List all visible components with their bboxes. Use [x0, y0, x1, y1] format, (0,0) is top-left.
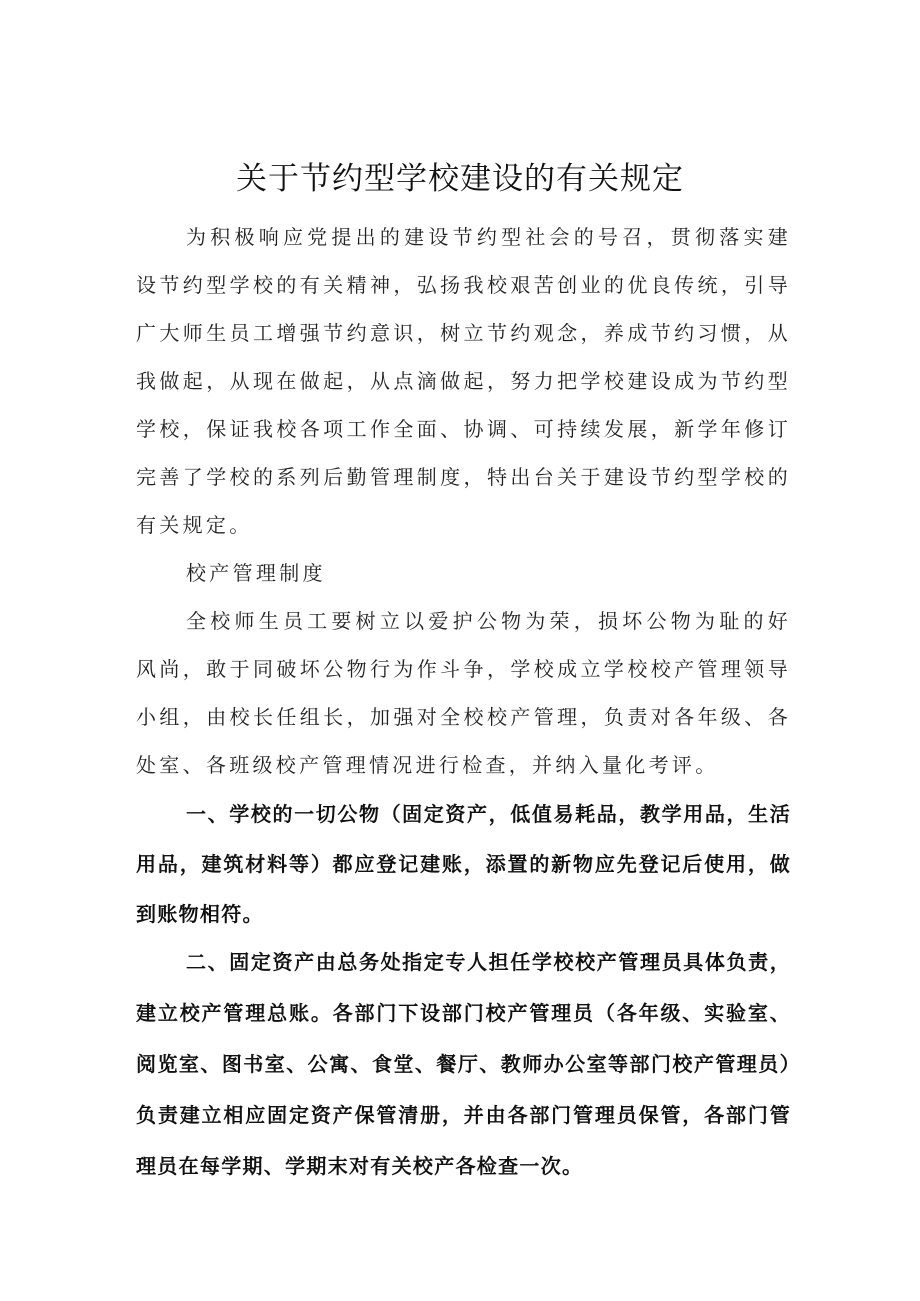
document-title: 关于节约型学校建设的有关规定 — [236, 160, 684, 197]
intro-paragraph: 为积极响应党提出的建设节约型社会的号召，贯彻落实建设节约型学校的有关精神，弘扬我校艰苦创业的优良传统，引导广大师生员工增强节约意识，树立节约观念，养成节约习惯，从我做起，从现在做起，从点滴做起，努力把学校建设成为节约型学校，保证我校各项工作全面、协调、可持续发展，新学年修订完善了学校的系列后勤管理制度，特出台关于建设节约型学校的有关规定。 — [136, 225, 791, 537]
section-body-paragraph: 全校师生员工要树立以爱护公物为荣，损坏公物为耻的好风尚，敢于同破坏公物行为作斗争，学校成立学校校产管理领导小组，由校长任组长，加强对全校校产管理，负责对各年级、各处室、各班级校产管理情况进行检查，并纳入量化考评。 — [136, 609, 791, 777]
rule-item-1: 一、学校的一切公物（固定资产，低值易耗品，教学用品，生活用品，建筑材料等）都应登记建账，添置的新物应先登记后使用，做到账物相符。 — [136, 802, 791, 926]
section-heading: 校产管理制度 — [186, 561, 326, 585]
rule-item-2: 二、固定资产由总务处指定专人担任学校校产管理员具体负责，建立校产管理总账。各部门下设部门校产管理员（各年级、实验室、阅览室、图书室、公寓、食堂、餐厅、教师办公室等部门校产管理员）负责建立相应固定资产保管清册，并由各部门管理员保管，各部门管理员在每学期、学期末对有关校产各检查一次。 — [136, 950, 791, 1178]
